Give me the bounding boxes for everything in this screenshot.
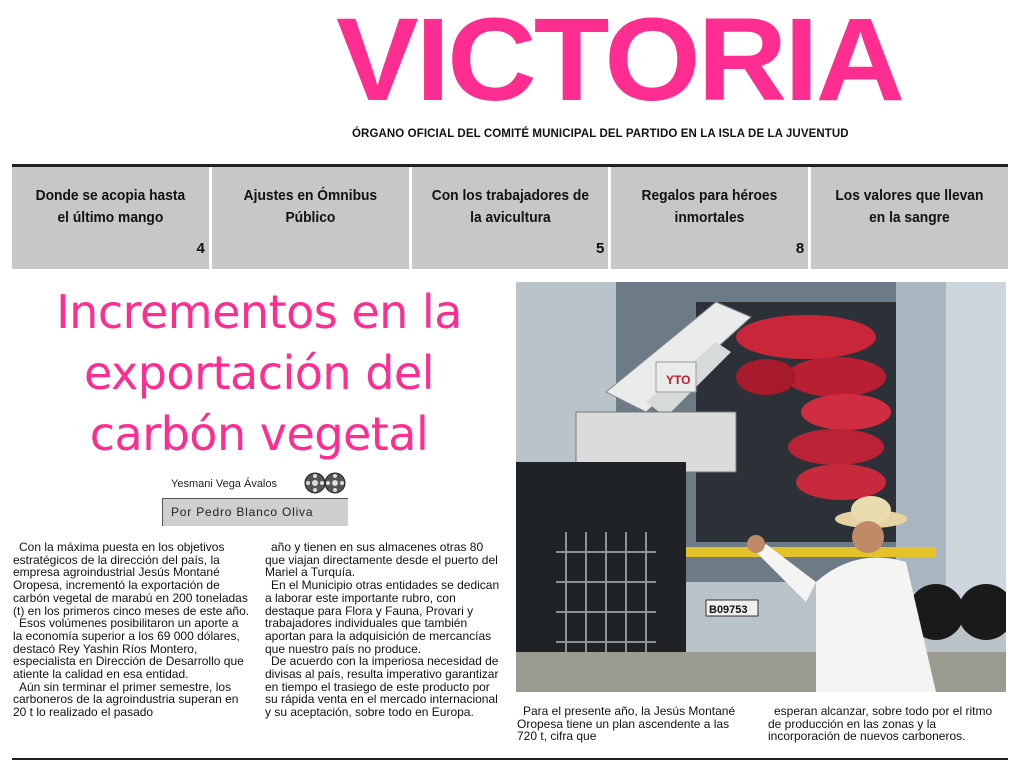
teaser-title: Con los trabajadores de la avicultura: [431, 187, 589, 226]
teaser-page-number: 8: [795, 240, 805, 257]
masthead: [336, 0, 903, 126]
masthead-subtitle: ÓRGANO OFICIAL DEL COMITÉ MUNICIPAL DEL PARTIDO EN LA ISLA DE LA JUVENTUD: [352, 128, 849, 140]
paragraph: esperan alcanzar, sobre todo por el ritmo de producción en las zonas y la incorporación de nuevos carboneros.: [768, 704, 993, 744]
author-byline-text: Por Pedro Blanco Oliva: [171, 505, 314, 519]
masthead-title: VICTORIA: [336, 0, 903, 126]
article-column-1: [13, 541, 251, 719]
teaser-item[interactable]: [412, 167, 612, 269]
author-byline: [162, 498, 348, 526]
teaser-bar: [12, 164, 1008, 269]
teaser-page-number: 4: [196, 240, 205, 257]
teaser-item[interactable]: [611, 167, 811, 269]
photo-credit: [165, 474, 350, 496]
license-plate: B09753: [709, 604, 748, 616]
article-headline: Incrementos en la exportación del carbón vegetal: [56, 285, 462, 461]
paragraph: De acuerdo con la imperiosa necesidad de divisas al país, resulta imperativo garantizar en tiempo el trasiego de este producto por su rápida venta en el mercado internacional y su aceptación, sobre todo en Europa.: [265, 654, 499, 720]
paragraph: Con la máxima puesta en los objetivos estratégicos de la dirección del país, la empresa agroindustrial Jesús Montané Oropesa, incrementó la exportación de carbón vegetal de marabú en 200 toneladas (t) en los primeros cinco meses de este año.: [13, 540, 250, 618]
paragraph: Para el presente año, la Jesús Montané Oropesa tiene un plan ascendente a las 720 t, cifra que: [517, 704, 736, 744]
teaser-item[interactable]: [811, 167, 1008, 269]
teaser-title: Regalos para héroes inmortales: [641, 187, 778, 226]
teaser-item[interactable]: [212, 167, 412, 269]
paragraph: Aún sin terminar el primer semestre, los carboneros de la agroindustria superan en 20 t lo realizado el pasado: [13, 679, 239, 720]
teaser-title: Los valores que llevan en la sangre: [835, 187, 984, 226]
teaser-page-number: 5: [596, 240, 605, 257]
paragraph: Esos volúmenes posibilitaron un aporte a la economía superior a los 69 000 dólares, destacó Rey Yashin Ríos Montero, especialista en Dirección de Desarrollo que atiente la calidad en esa entidad.: [13, 616, 244, 682]
teaser-title: Donde se acopia hasta el último mango: [35, 187, 186, 226]
article-column-4: [768, 705, 1004, 743]
paragraph: En el Municipio otras entidades se dedican a laborar este importante rubro, con destaque para Flora y Fauna, Provari y trabajadores individuales que también aportan para la adquisición de mercancías que nuestro país no produce.: [265, 578, 500, 656]
article-photo: [516, 282, 1006, 692]
photo-illustration: [516, 282, 1006, 692]
article-column-2: [265, 541, 503, 719]
teaser-title: Ajustes en Ómnibus Público: [243, 187, 377, 226]
article-column-3: [517, 705, 747, 743]
crane-label: YTO: [666, 373, 691, 387]
film-reel-icon: [303, 471, 349, 495]
photo-credit-text: Yesmani Vega Ávalos: [171, 478, 277, 490]
teaser-item[interactable]: [12, 167, 212, 269]
paragraph: año y tienen en sus almacenes otras 80 que viajan directamente desde el puerto del Mariel a Turquía.: [265, 540, 498, 580]
bottom-rule: [12, 758, 1008, 760]
